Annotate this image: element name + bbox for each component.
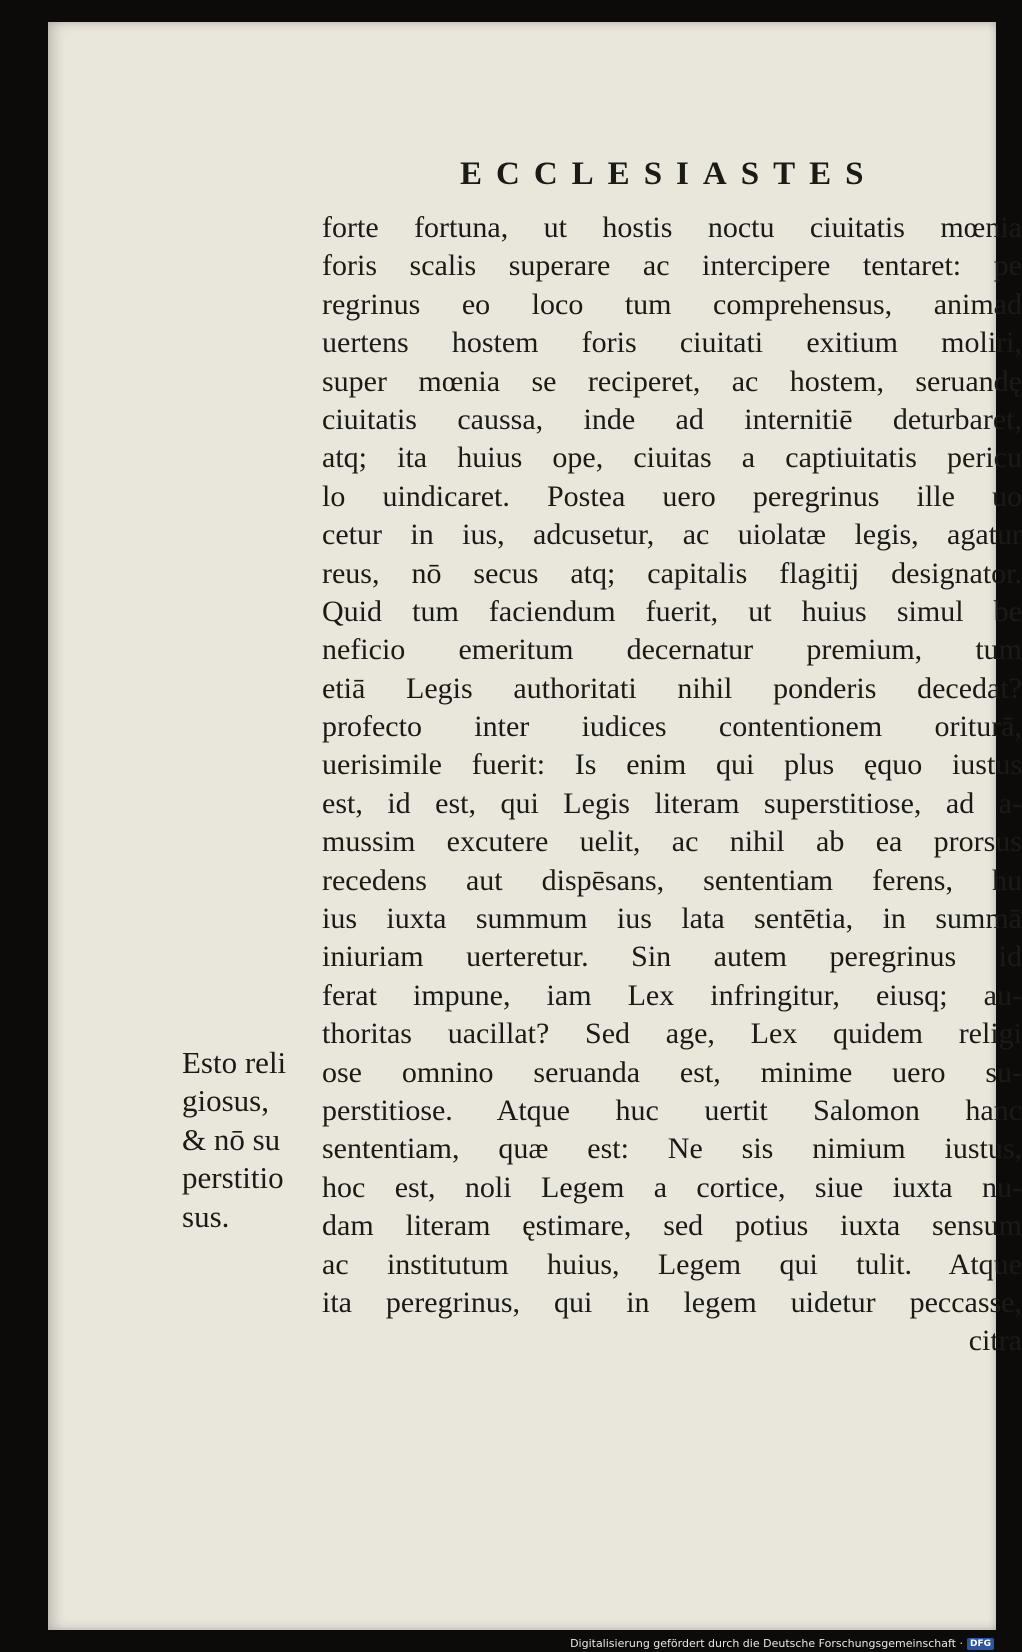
- text-line: regrinus eo loco tum comprehensus, animad: [322, 287, 1022, 321]
- dfg-logo: DFG: [967, 1638, 994, 1650]
- text-line: hoc est, noli Legem a cortice, siue iuxta nu-: [322, 1170, 1022, 1204]
- dfg-credit: [570, 1637, 994, 1650]
- text-line: neficio emeritum decernatur premium, tum: [322, 633, 1022, 667]
- text-line: reus, nō secus atq; capitalis flagitij designator.: [322, 556, 1022, 590]
- text-line: ciuitatis caussa, inde ad internitiē deturbaret,: [322, 402, 1022, 436]
- margin-note-line: sus.: [182, 1198, 230, 1234]
- text-line: dam literam ęstimare, sed potius iuxta sensum: [322, 1209, 1022, 1243]
- book-page: [48, 22, 1022, 1630]
- text-line: ita peregrinus, qui in legem uidetur peccasse,: [322, 1285, 1022, 1319]
- text-line: ius iuxta summum ius lata sentētia, in summā: [322, 902, 1022, 936]
- text-line: profecto inter iudices contentionem oriturā,: [322, 710, 1022, 744]
- text-line: cetur in ius, adcusetur, ac uiolatæ legis, agatur: [322, 518, 1022, 552]
- text-line: atq; ita huius ope, ciuitas a captiuitatis pericu: [322, 441, 1022, 475]
- text-line: uerisimile fuerit: Is enim qui plus ęquo iustus: [322, 748, 1022, 782]
- text-line: est, id est, qui Legis literam superstitiose, ad a-: [322, 786, 1022, 820]
- text-line: ac institutum huius, Legem qui tulit. Atque: [322, 1247, 1022, 1281]
- text-line: etiā Legis authoritati nihil ponderis decedat?: [322, 671, 1022, 705]
- text-line: iniuriam uerteretur. Sin autem peregrinus id: [322, 940, 1022, 974]
- margin-note-line: Esto reli: [182, 1045, 287, 1080]
- margin-note-line: & nō su: [182, 1121, 281, 1157]
- catchword: citra: [968, 1324, 1022, 1358]
- margin-note-line: giosus,: [182, 1083, 269, 1119]
- text-line: foris scalis superare ac intercipere tentaret: pe: [322, 249, 1022, 283]
- running-title: ECCLESIASTES: [460, 156, 878, 192]
- margin-note-line: perstitio: [182, 1160, 284, 1196]
- text-line: perstitiose. Atque huc uertit Salomon hanc: [322, 1093, 1022, 1127]
- text-line: super mœnia se reciperet, ac hostem, seruandę: [322, 364, 1022, 398]
- text-line: thoritas uacillat? Sed age, Lex quidem religi: [322, 1017, 1022, 1051]
- text-line: Quid tum faciendum fuerit, ut huius simul be: [322, 594, 1022, 628]
- text-line: lo uindicaret. Postea uero peregrinus ille uo: [322, 479, 1022, 513]
- text-line: ferat impune, iam Lex infringitur, eiusq; au-: [322, 978, 1022, 1012]
- text-line: uertens hostem foris ciuitati exitium moliri,: [322, 326, 1022, 360]
- margin-note: [182, 1044, 322, 1236]
- text-line: sententiam, quæ est: Ne sis nimium iustus,: [322, 1132, 1022, 1166]
- text-line: forte fortuna, ut hostis noctu ciuitatis mœnia: [322, 211, 1022, 244]
- text-line: recedens aut dispēsans, sententiam ferens, hu: [322, 863, 1022, 897]
- text-line: mussim excutere uelit, ac nihil ab ea prorsus: [322, 825, 1022, 859]
- body-text: [322, 209, 1022, 1361]
- text-line: ose omnino seruanda est, minime uero su-: [322, 1055, 1022, 1089]
- credit-text: Digitalisierung gefördert durch die Deutsche Forschungsgemeinschaft ·: [570, 1637, 963, 1650]
